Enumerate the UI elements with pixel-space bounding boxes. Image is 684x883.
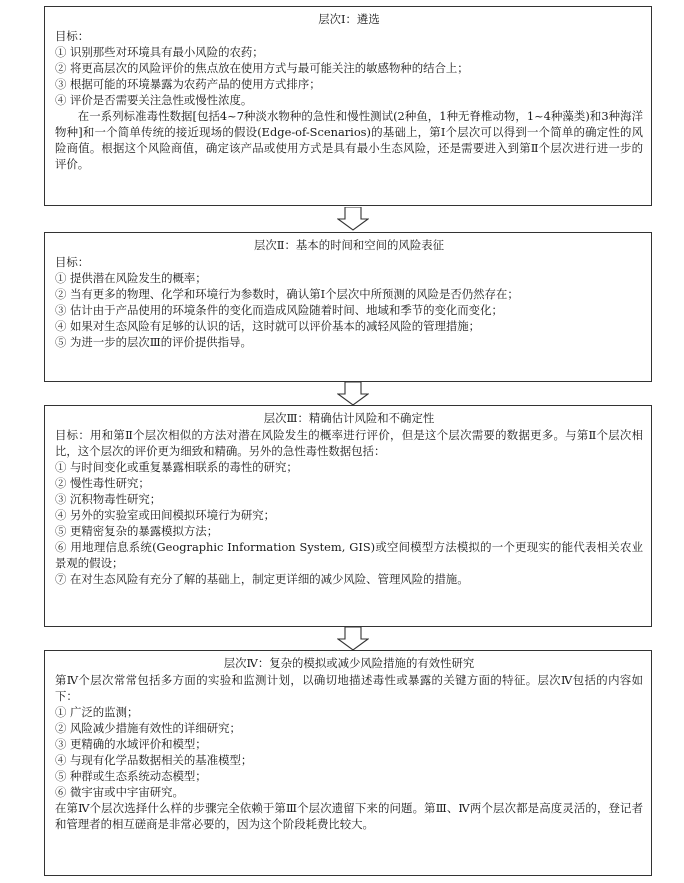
tier3-box	[44, 405, 652, 627]
tier4-item-4: ④ 与现有化学品数据相关的基准模型；	[55, 753, 253, 767]
tier4-item-3: ③ 更精确的水域评价和模型；	[55, 737, 207, 751]
tier4-title: 层次Ⅳ：复杂的模拟或减少风险措施的有效性研究	[223, 656, 475, 670]
tier3-intro: 目标：用和第Ⅱ个层次相似的方法对潜在风险发生的概率进行评价，但是这个层次需要的数据更多。与第Ⅱ个层次相比，这个层次的评价更为细致和精确。另外的急性毒性数据包括：	[55, 428, 643, 458]
tier4-item-2: ② 风险减少措施有效性的详细研究；	[55, 721, 241, 735]
tier2-item-2: ② 当有更多的物理、化学和环境行为参数时，确认第Ⅰ个层次中所预测的风险是否仍然存在；	[55, 287, 519, 301]
tier3-item-3: ③ 沉积物毒性研究；	[55, 492, 162, 506]
tier3-item-1: ① 与时间变化或重复暴露相联系的毒性的研究；	[55, 460, 298, 474]
tier2-item-5: ⑤ 为进一步的层次Ⅲ的评价提供指导。	[55, 335, 252, 349]
down-arrow-icon	[337, 207, 369, 231]
tier1-item-2: ② 将更高层次的风险评价的焦点放在使用方式与最可能关注的敏感物种的结合上；	[55, 61, 469, 75]
tier4-item-6: ⑥ 微宇宙或中宇宙研究。	[55, 785, 184, 799]
tier3-item-2: ② 慢性毒性研究；	[55, 476, 150, 490]
tier2-goal-label: 目标：	[55, 255, 90, 269]
tier2-item-4: ④ 如果对生态风险有足够的认识的话，这时就可以评价基本的减轻风险的管理措施；	[55, 319, 481, 333]
tier2-item-1: ① 提供潜在风险发生的概率；	[55, 271, 207, 285]
tier1-goal-label: 目标：	[55, 29, 90, 43]
tier4-intro: 第Ⅳ个层次常常包括多方面的实验和监测计划，以确切地描述毒性或暴露的关键方面的特征。层次Ⅳ包括的内容如下：	[55, 673, 643, 703]
tier4-item-5: ⑤ 种群或生态系统动态模型；	[55, 769, 207, 783]
tier4-closing: 在第Ⅳ个层次选择什么样的步骤完全依赖于第Ⅲ个层次遗留下来的问题。第Ⅲ、Ⅳ两个层次都是高度灵活的，登记者和管理者的相互磋商是非常必要的，因为这个阶段耗费比较大。	[55, 801, 643, 831]
down-arrow-icon	[337, 627, 369, 651]
tier1-title: 层次Ⅰ：遴选	[318, 12, 380, 26]
tier3-title: 层次Ⅲ：精确估计风险和不确定性	[263, 411, 435, 425]
tier1-item-4: ④ 评价是否需要关注急性或慢性浓度。	[55, 93, 253, 107]
tier1-item-1: ① 识别那些对环境具有最小风险的农药；	[55, 45, 264, 59]
tier1-box	[44, 6, 652, 206]
tier1-item-3: ③ 根据可能的环境暴露为农药产品的使用方式排序；	[55, 77, 321, 91]
tier3-item-4: ④ 另外的实验室或田间模拟环境行为研究；	[55, 508, 276, 522]
tier4-item-1: ① 广泛的监测；	[55, 705, 139, 719]
tier2-box	[44, 232, 652, 382]
tier3-item-6: ⑥ 用地理信息系统(Geographic Information System, GIS)或空间模型方法模拟的一个更现实的能代表相关农业景观的假设；	[55, 540, 643, 570]
tier1-paragraph: 在一系列标准毒性数据[包括4~7种淡水物种的急性和慢性测试(2种鱼，1种无脊椎动物，1~4种藻类)和3种海洋物种]和一个简单传统的接近现场的假设(Edge-of-Scenarios)的基础上，第Ⅰ个层次可以得到一个简单的确定性的风险商值。根据这个风险商值，确定该产品或使用方式是具有最小生态风险，还是需要进入到第Ⅱ个层次进行进一步的评价。	[55, 109, 643, 171]
down-arrow-icon	[337, 382, 369, 406]
tier3-item-7: ⑦ 在对生态风险有充分了解的基础上，制定更详细的减少风险、管理风险的措施。	[55, 572, 469, 586]
tier2-item-3: ③ 估计由于产品使用的环境条件的变化而造成风险随着时间、地域和季节的变化而变化；	[55, 303, 503, 317]
tier3-item-5: ⑤ 更精密复杂的暴露模拟方法；	[55, 524, 219, 538]
tier2-title: 层次Ⅱ：基本的时间和空间的风险表征	[254, 238, 444, 252]
tier4-box	[44, 650, 652, 876]
